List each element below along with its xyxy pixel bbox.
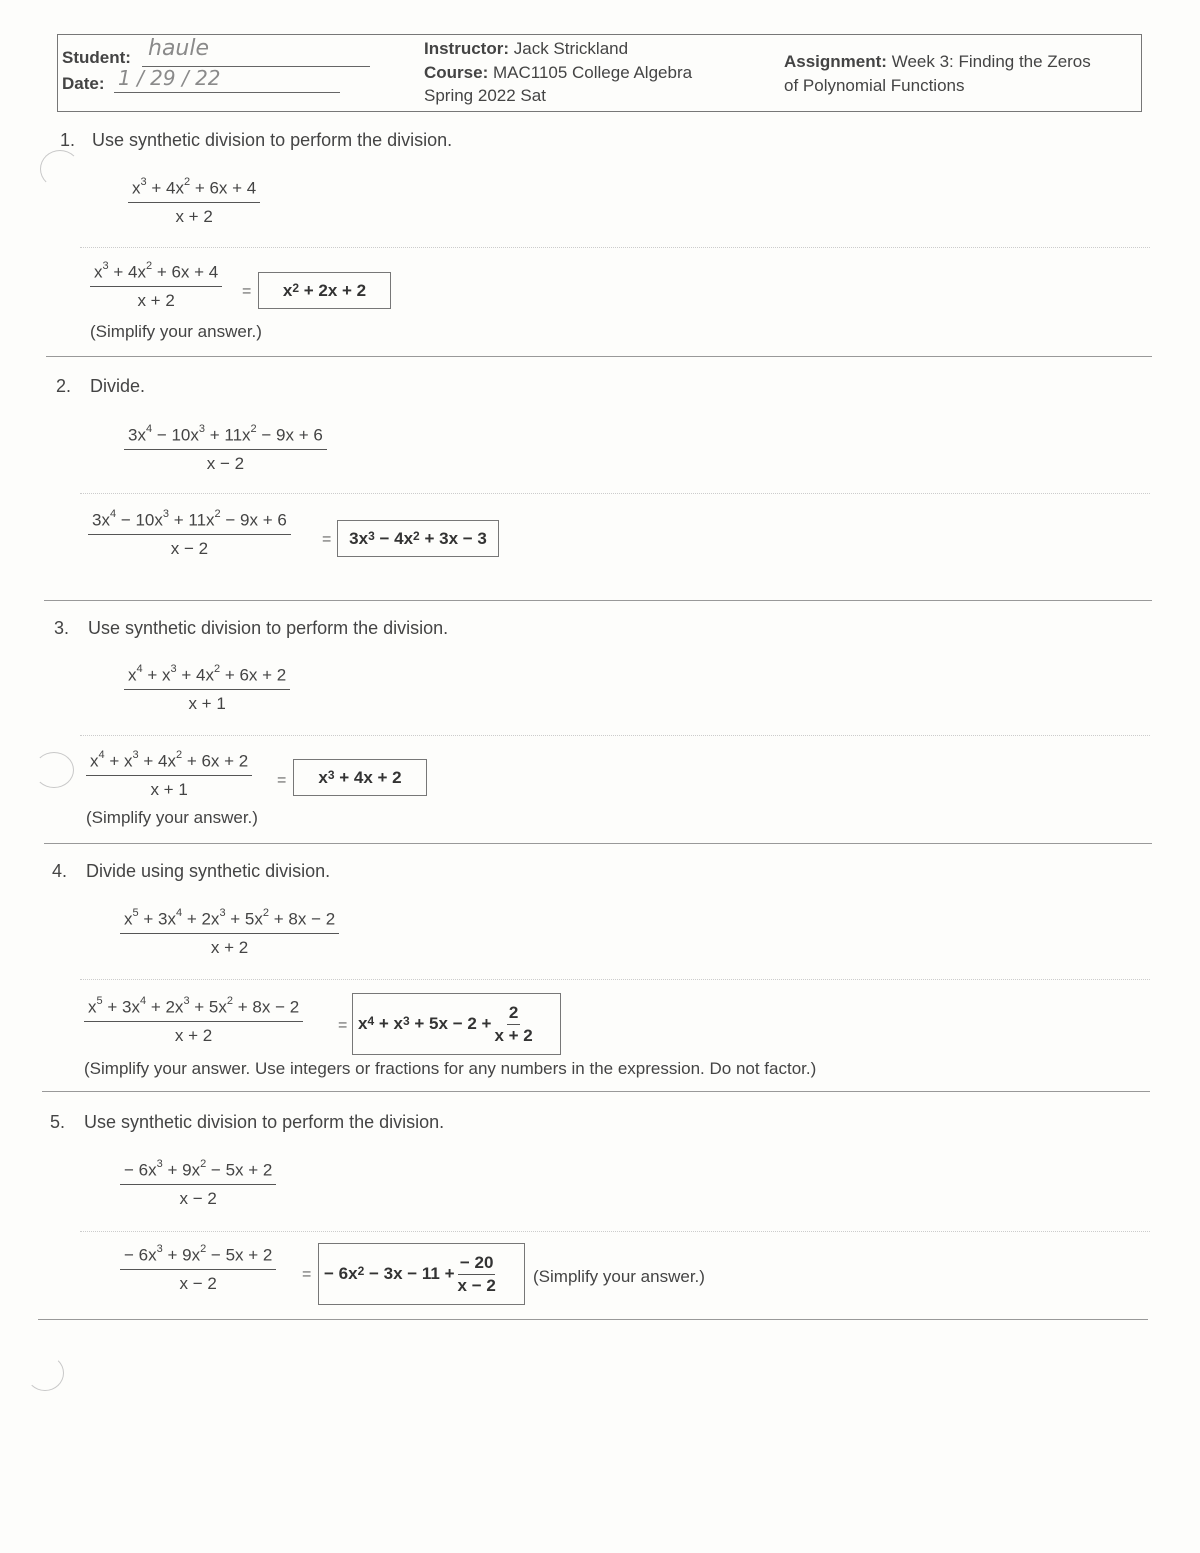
instructor-line (424, 39, 628, 59)
problem-4-prompt: Divide using synthetic division. (86, 861, 331, 881)
assignment-title-1: Week 3: Finding the Zeros (891, 52, 1091, 71)
problem-divider (38, 1319, 1148, 1320)
problem-3-note: (Simplify your answer.) (86, 808, 258, 827)
problem-1-answer-box: x $^2$ + 2x + 2 (258, 272, 391, 309)
divider-dotted (80, 979, 1150, 980)
problem-divider (46, 356, 1152, 357)
problem-3-expression: $\frac{x^4 + x^3 + 4x^2 + 6x + 2}{x + 1}$ (124, 665, 290, 714)
problem-2-expression: $\frac{3x^4 - 10x^3 + 11x^2 - 9x + 6}{x - 2}$ (124, 425, 327, 474)
problem-2-answer-box: 3x $^3$ − 4x $^2$ + 3x − 3 (337, 520, 499, 557)
course-name: MAC1105 College Algebra (492, 63, 693, 82)
student-label (62, 48, 131, 68)
divider-dotted (80, 735, 1150, 736)
problem-5-number: 5. (50, 1112, 66, 1132)
term: Spring 2022 Sat (424, 86, 546, 105)
problem-1-number: 1. (60, 130, 76, 150)
assignment-line1 (784, 52, 1091, 72)
divider-dotted (80, 1231, 1150, 1232)
date-underline (114, 92, 340, 93)
date-value: 1 / 29 / 22 (118, 66, 221, 90)
problem-4-note: (Simplify your answer. Use integers or fractions for any numbers in the expression. Do not factor.) (84, 1059, 817, 1078)
problem-3-prompt: Use synthetic division to perform the division. (88, 618, 449, 638)
student-label-text: Student: (62, 48, 131, 67)
equals-sign: = (242, 283, 252, 300)
problem-5-expression: $\frac{- 6x^3 + 9x^2 - 5x + 2}{x - 2}$ (120, 1160, 276, 1209)
problem-1-restated: $\frac{x^3 + 4x^2 + 6x + 4}{x + 2}$ (90, 262, 222, 311)
problem-divider (42, 1091, 1150, 1092)
problem-4-restated: $\frac{x^5 + 3x^4 + 2x^3 + 5x^2 + 8x - 2}{x + 2}$ (84, 997, 303, 1046)
problem-5-note: (Simplify your answer.) (533, 1267, 705, 1286)
instructor-label: Instructor: (424, 39, 509, 58)
problem-5-prompt: Use synthetic division to perform the division. (84, 1112, 445, 1132)
equals-sign: = (322, 531, 332, 548)
problem-4-expression: $\frac{x^5 + 3x^4 + 2x^3 + 5x^2 + 8x - 2}{x + 2}$ (120, 909, 339, 958)
assignment-label: Assignment: (784, 52, 887, 71)
problem-1-prompt: Use synthetic division to perform the division. (92, 130, 453, 150)
problem-3-number: 3. (54, 618, 70, 638)
margin-circle-mark (34, 752, 74, 788)
equals-sign: = (338, 1017, 348, 1034)
problem-3-answer-box: x $^3$ + 4x + 2 (293, 759, 427, 796)
problem-2-prompt: Divide. (90, 376, 146, 396)
problem-2-restated: $\frac{3x^4 - 10x^3 + 11x^2 - 9x + 6}{x - 2}$ (88, 510, 291, 559)
course-line (424, 63, 692, 83)
equals-sign: = (277, 772, 287, 789)
student-name: haule (148, 36, 210, 61)
problem-divider (44, 600, 1152, 601)
margin-circle-mark (40, 150, 80, 188)
date-label (62, 74, 105, 94)
margin-circle-mark (26, 1355, 64, 1391)
course-label: Course: (424, 63, 489, 82)
problem-2-number: 2. (56, 376, 72, 396)
instructor-name: Jack Strickland (513, 39, 629, 58)
equals-sign: = (302, 1266, 312, 1283)
problem-1-note: (Simplify your answer.) (90, 322, 262, 341)
problem-5-restated: $\frac{- 6x^3 + 9x^2 - 5x + 2}{x - 2}$ (120, 1245, 276, 1294)
divider-dotted (80, 247, 1150, 248)
problem-4-answer-box: x $^4$ + x $^3$ + 5x − 2 + $\frac{2}{x + 2}$ (352, 993, 561, 1055)
problem-1-expression: $\frac{x^3 + 4x^2 + 6x + 4}{x + 2}$ (128, 178, 260, 227)
problem-5-answer-box: − 6x $^2$ − 3x − 11 + $\frac{- 20}{x - 2}$ (318, 1243, 525, 1305)
problem-3-restated: $\frac{x^4 + x^3 + 4x^2 + 6x + 2}{x + 1}$ (86, 751, 252, 800)
problem-divider (44, 843, 1152, 844)
problem-4-number: 4. (52, 861, 68, 881)
date-label-text: Date: (62, 74, 105, 93)
divider-dotted (80, 493, 1150, 494)
assignment-line2: of Polynomial Functions (784, 76, 965, 95)
